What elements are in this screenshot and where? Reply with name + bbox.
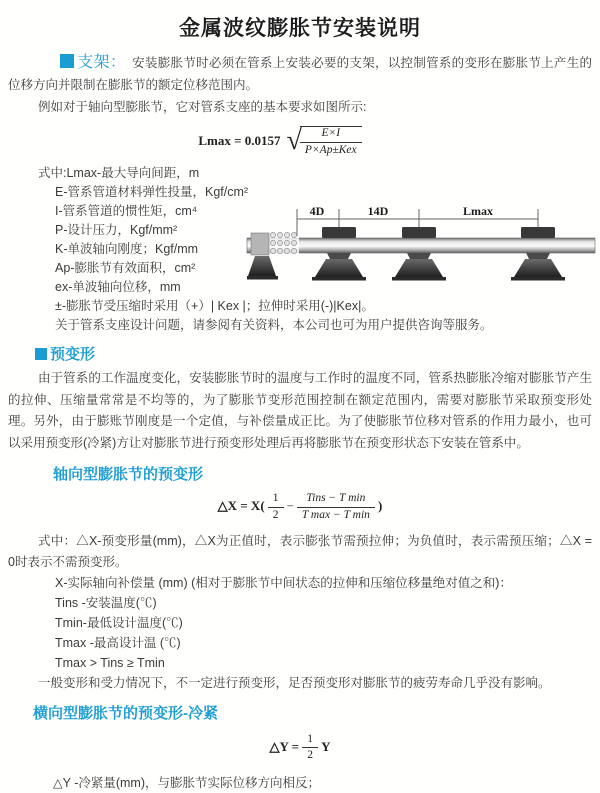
definition-item: I-管系管道的惯性矩，cm⁴ xyxy=(55,204,198,218)
fraction-temperature: $\frac{\text{Tins − T min}}{\text{T max − T min}}$ xyxy=(297,492,375,523)
formula-dx-rhs: ) xyxy=(378,498,383,514)
section-marker-icon xyxy=(60,54,74,68)
document-page xyxy=(0,12,600,791)
guide-support xyxy=(312,227,366,281)
pipe-support-diagram xyxy=(246,202,596,302)
definition-item: E-管系管道材料弹性投量，Kgf/cm² xyxy=(55,185,249,199)
axial-item: Tmin-最低设计温度(℃) xyxy=(55,615,183,630)
fraction-denominator: P×Ap±Kex xyxy=(304,144,357,156)
formula-dx-lhs: △X = X( xyxy=(217,498,265,514)
definition-item: ex-单波轴向位移，mm xyxy=(55,280,181,294)
dimension-label-lmax: Lmax xyxy=(463,204,493,218)
formula-lmax xyxy=(0,126,572,158)
lateral-explain-text: △Y -冷紧量(mm)，与膨胀节实际位移方向相反； xyxy=(53,776,321,791)
axial-item: Tmax > Tins ≥ Tmin xyxy=(55,655,165,670)
lateral-heading: 横向型膨胀节的预变形-冷紧 xyxy=(33,704,218,722)
guide-support xyxy=(392,227,446,281)
support-heading: 支架： xyxy=(77,54,127,71)
definition-item: 关于管系支座设计问题，请参阅有关资料，本公司也可为用户提供咨询等服务。 xyxy=(55,318,493,332)
dimension-label-4d: 4D xyxy=(309,204,325,218)
page-title: 金属波纹膨胀节安装说明 xyxy=(179,17,421,40)
sqrt-symbol: √ xyxy=(286,125,302,156)
definition-item: K-单波轴向刚度；Kgf/mm xyxy=(55,242,199,256)
support-intro-paragraph xyxy=(8,52,592,96)
formula-delta-x xyxy=(8,492,592,523)
section-marker-icon xyxy=(35,348,47,360)
axial-heading: 轴向型膨胀节的预变形 xyxy=(53,466,204,483)
formula-lmax-fraction xyxy=(300,126,362,158)
definition-item: ±-膨胀节受压缩时采用（+）| Kex |；拉伸时采用(-)|Kex|。 xyxy=(55,299,374,313)
definition-item: P-设计压力，Kgf/mm² xyxy=(55,223,178,237)
bellows-icon xyxy=(269,232,299,255)
axial-note-text: 一般变形和受力情况下，不一定进行预变形，足否预变形对膨胀节的疲劳寿命几乎没有影响。 xyxy=(38,675,551,690)
fraction-one-half: $\frac{1}{2}$ xyxy=(268,492,284,523)
formula-lmax-prefix: Lmax = 0.0157 xyxy=(198,132,281,148)
axial-item: Tmax -最高设计温 (℃) xyxy=(55,635,181,650)
definition-item: Ap-膨胀节有效面积，cm² xyxy=(55,261,196,275)
axial-items-list xyxy=(8,573,592,673)
dimension-label-14d: 14D xyxy=(367,204,389,218)
formula-dy-rhs: Y xyxy=(321,738,331,754)
axial-explain-text: 式中：△X-预变形量(mm)，△X为正值时，表示膨张节需预拉伸；为负值时，表示需预压缩；△X = 0时表示不需预变形。 xyxy=(8,533,592,569)
minus-sign: − xyxy=(286,499,294,514)
formula-dy-lhs: △Y = xyxy=(269,738,300,754)
support-intro-text: 安装膨胀节时必须在管系上安装必要的支架，以控制管系的变形在膨胀节上产生的位移方向并限制在膨胀节的额定位移范围内。 xyxy=(8,56,592,92)
support-example-text: 例如对于轴向型膨胀节，它对管系支座的基本要求如图所示: xyxy=(38,100,367,114)
predeform-heading: 预变形 xyxy=(50,346,96,363)
predeform-heading-row xyxy=(35,343,592,364)
fraction-one-half: $\frac{1}{2}$ xyxy=(302,733,318,764)
guide-support xyxy=(511,227,565,281)
predeform-body-text: 由于管系的工作温度变化，安装膨胀节时的温度与工作时的温度不同，管系热膨胀冷缩对膨胀节产生的拉伸、压缩量常常是不均等的，为了膨胀节变形范围控制在额定范围内，需要对膨胀节采取预变形处理。另外，由于膨账节刚度是一个定值，与补偿量成正比。为了使膨胀节位移对管系的作用力最小，也可以采用预变形(冷紧)方让对膨胀节进行预变形处理后再将膨胀节在预变形状态下安装在管系中。 xyxy=(8,371,592,450)
definition-item: 式中:Lmax-最大导向间距，m xyxy=(38,166,200,180)
formula-delta-y xyxy=(8,733,592,764)
fraction-numerator: E×I xyxy=(300,127,362,143)
axial-item: Tins -安装温度(℃) xyxy=(55,595,157,610)
axial-item: X-实际轴向补偿量 (mm) (相对于膨胀节中间状态的拉伸和压缩位移量绝对值之和)： xyxy=(55,575,512,590)
pipe xyxy=(247,238,595,253)
